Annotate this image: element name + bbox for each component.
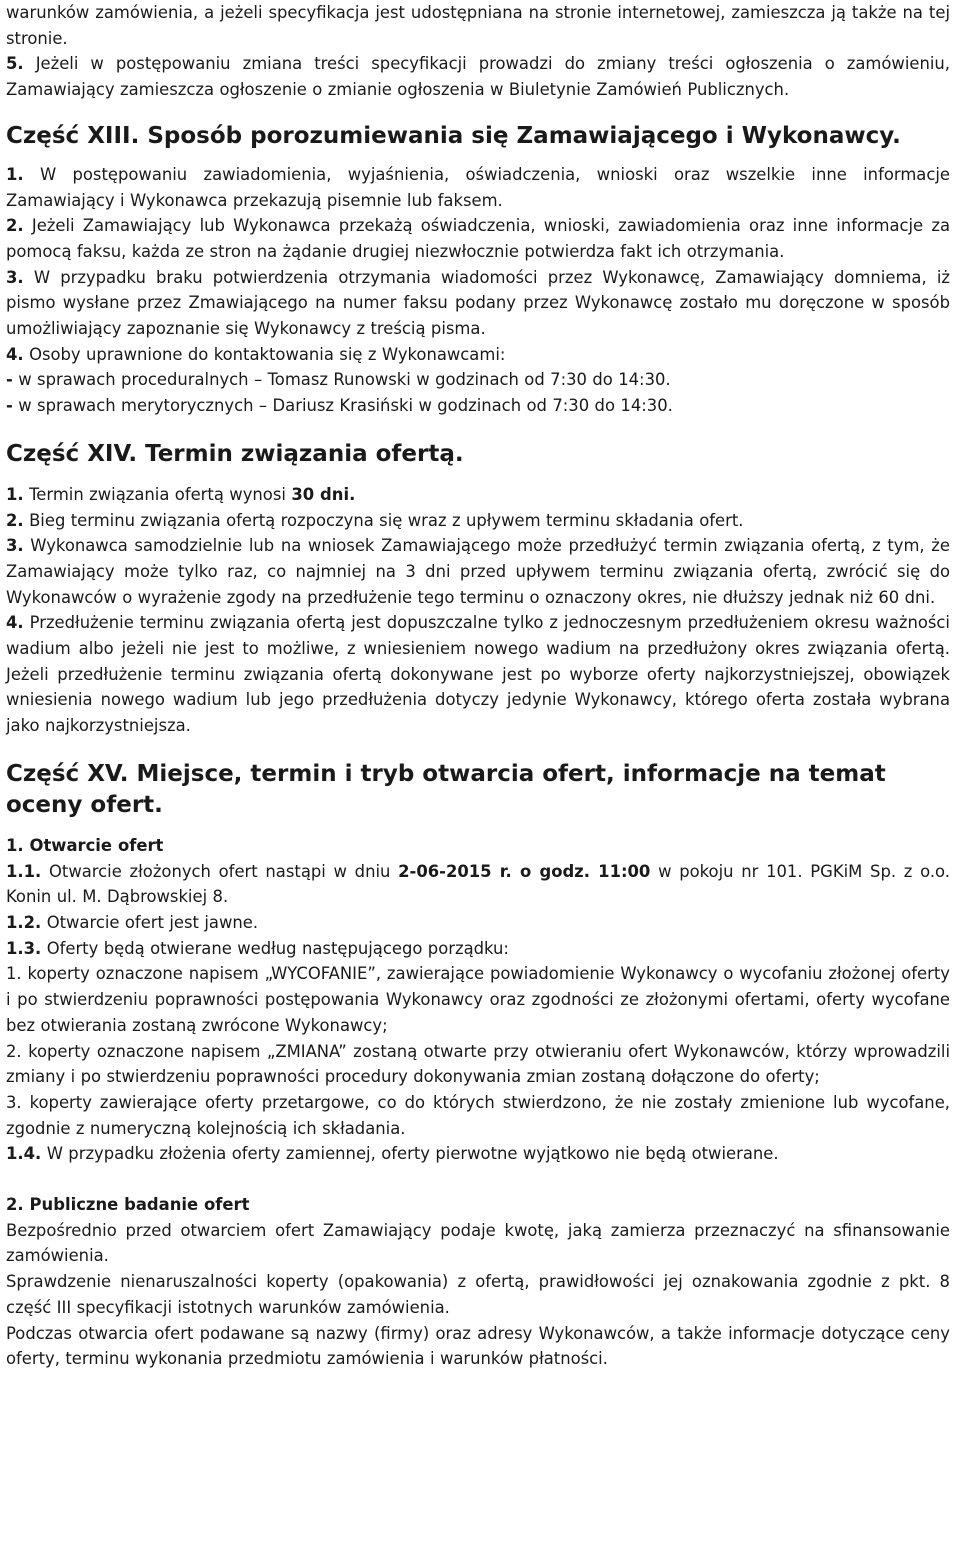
part13-item-4: 4. Osoby uprawnione do kontaktowania się z Wykonawcami: [6, 344, 506, 364]
item-1-3: 1.3. Oferty będą otwierane według następującego porządku: [6, 938, 509, 958]
review-paragraph-3: Podczas otwarcia ofert podawane są nazwy (firmy) oraz adresy Wykonawców, a także informacje dotyczące ceny oferty, terminu wykonania przedmiotu zamówienia i warunków płatności. [6, 1323, 950, 1369]
order-item-1: 1. koperty oznaczone napisem „WYCOFANIE”, zawierające powiadomienie Wykonawcy o wycofaniu złożonej oferty i po stwierdzeniu poprawności postępowania Wykonawcy oraz zgodności ze złożonymi ofertami, oferty wycofane bez otwierania zostaną zwrócone Wykonawcy; [6, 964, 950, 1035]
review-paragraph-2: Sprawdzenie nienaruszalności koperty (opakowania) z ofertą, prawidłowości jej oznakowania zgodnie z pkt. 8 część III specyfikacji istotnych warunków zamówienia. [6, 1272, 950, 1317]
paragraph-continuation: warunków zamówienia, a jeżeli specyfikacja jest udostępniana na stronie internetowej, zamieszcza ją także na tej stronie. [6, 3, 950, 48]
item-1-4: 1.4. W przypadku złożenia oferty zamiennej, oferty pierwotne wyjątkowo nie będą otwierane. [6, 1144, 779, 1164]
section-heading-xv: Część XV. Miejsce, termin i tryb otwarcia ofert, informacje na temat oceny ofert. [6, 760, 886, 818]
review-paragraph-1: Bezpośrednio przed otwarciem ofert Zamawiający podaje kwotę, jaką zamierza przeznaczyć na sfinansowanie zamówienia. [6, 1220, 950, 1266]
part14-item-4: 4. Przedłużenie terminu związania ofertą jest dopuszczalne tylko z jednoczesnym przedłużeniem okresu ważności wadium albo jeżeli nie jest to możliwe, z wniesieniem nowego wadium na przedłużony okres związania ofertą. Jeżeli przedłużenie terminu związania ofertą dokonywane jest po wyborze oferty najkorzystniejszej, obowiązek wniesienia nowego wadium lub jego przedłużenia dotyczy jedynie Wykonawcy, którego oferta została wybrana jako najkorzystniejsza. [6, 613, 950, 736]
section-heading-xiv: Część XIV. Termin związania ofertą. [6, 440, 464, 467]
spacer [6, 1167, 950, 1192]
contact-substantive: - w sprawach merytorycznych – Dariusz Krasiński w godzinach od 7:30 do 14:30. [6, 396, 673, 416]
part13-item-1: 1. W postępowaniu zawiadomienia, wyjaśnienia, oświadczenia, wnioski oraz wszelkie inne informacje Zamawiający i Wykonawca przekazują pisemnie lub faksem. [6, 164, 950, 210]
item-1-1: 1.1. Otwarcie złożonych ofert nastąpi w dniu 2-06-2015 r. o godz. 11:00 w pokoju nr 101. PGKiM Sp. z o.o. Konin ul. M. Dąbrowskiej 8. [6, 861, 951, 907]
item-number: 5. [6, 54, 24, 74]
section-heading-xiii: Część XIII. Sposób porozumiewania się Zamawiającego i Wykonawcy. [6, 122, 901, 149]
part13-item-2: 2. Jeżeli Zamawiający lub Wykonawca przekażą oświadczenia, wnioski, zawiadomienia oraz inne informacje za pomocą faksu, każda ze stron na żądanie drugiej niezwłocznie potwierdza fakt ich otrzymania. [6, 216, 950, 261]
order-item-2: 2. koperty oznaczone napisem „ZMIANA” zostaną otwarte przy otwieraniu ofert Wykonawców, którzy wprowadzili zmiany i po stwierdzeniu poprawności procedury dokonywania zmian zostaną dołączone do oferty; [6, 1041, 950, 1087]
contact-procedural: - w sprawach proceduralnych – Tomasz Runowski w godzinach od 7:30 do 14:30. [6, 370, 671, 390]
subsection-title-opening: 1. Otwarcie ofert [6, 835, 164, 855]
part14-item-1: 1. Termin związania ofertą wynosi 30 dni. [6, 484, 356, 504]
part14-item-2: 2. Bieg terminu związania ofertą rozpoczyna się wraz z upływem terminu składania ofert. [6, 510, 744, 530]
subsection-title-public-review: 2. Publiczne badanie ofert [6, 1195, 250, 1215]
part13-item-3: 3. W przypadku braku potwierdzenia otrzymania wiadomości przez Wykonawcę, Zamawiający domniema, iż pismo wysłane przez Zmawiającego na numer faksu podany przez Wykonawcę zostało mu doręczone w sposób umożliwiający zapoznanie się Wykonawcy z treścią pisma. [6, 267, 950, 339]
order-item-3: 3. koperty zawierające oferty przetargowe, co do których stwierdzono, że nie zostały zmienione lub wycofane, zgodnie z numeryczną kolejnością ich składania. [6, 1092, 950, 1138]
paragraph-5: 5. Jeżeli w postępowaniu zmiana treści specyfikacji prowadzi do zmiany treści ogłoszenia o zamówieniu, Zamawiający zamieszcza ogłoszenie o zmianie ogłoszenia w Biuletynie Zamówień Publicznych. [6, 54, 950, 100]
part14-item-3: 3. Wykonawca samodzielnie lub na wniosek Zamawiającego może przedłużyć termin związania ofertą, z tym, że Zamawiający może tylko raz, co najmniej na 3 dni przed upływem terminu związania ofertą, zwrócić się do Wykonawców o wyrażenie zgody na przedłużenie tego terminu o oznaczony okres, nie dłuższy jednak niż 60 dni. [6, 536, 950, 607]
item-1-2: 1.2. Otwarcie ofert jest jawne. [6, 912, 259, 932]
